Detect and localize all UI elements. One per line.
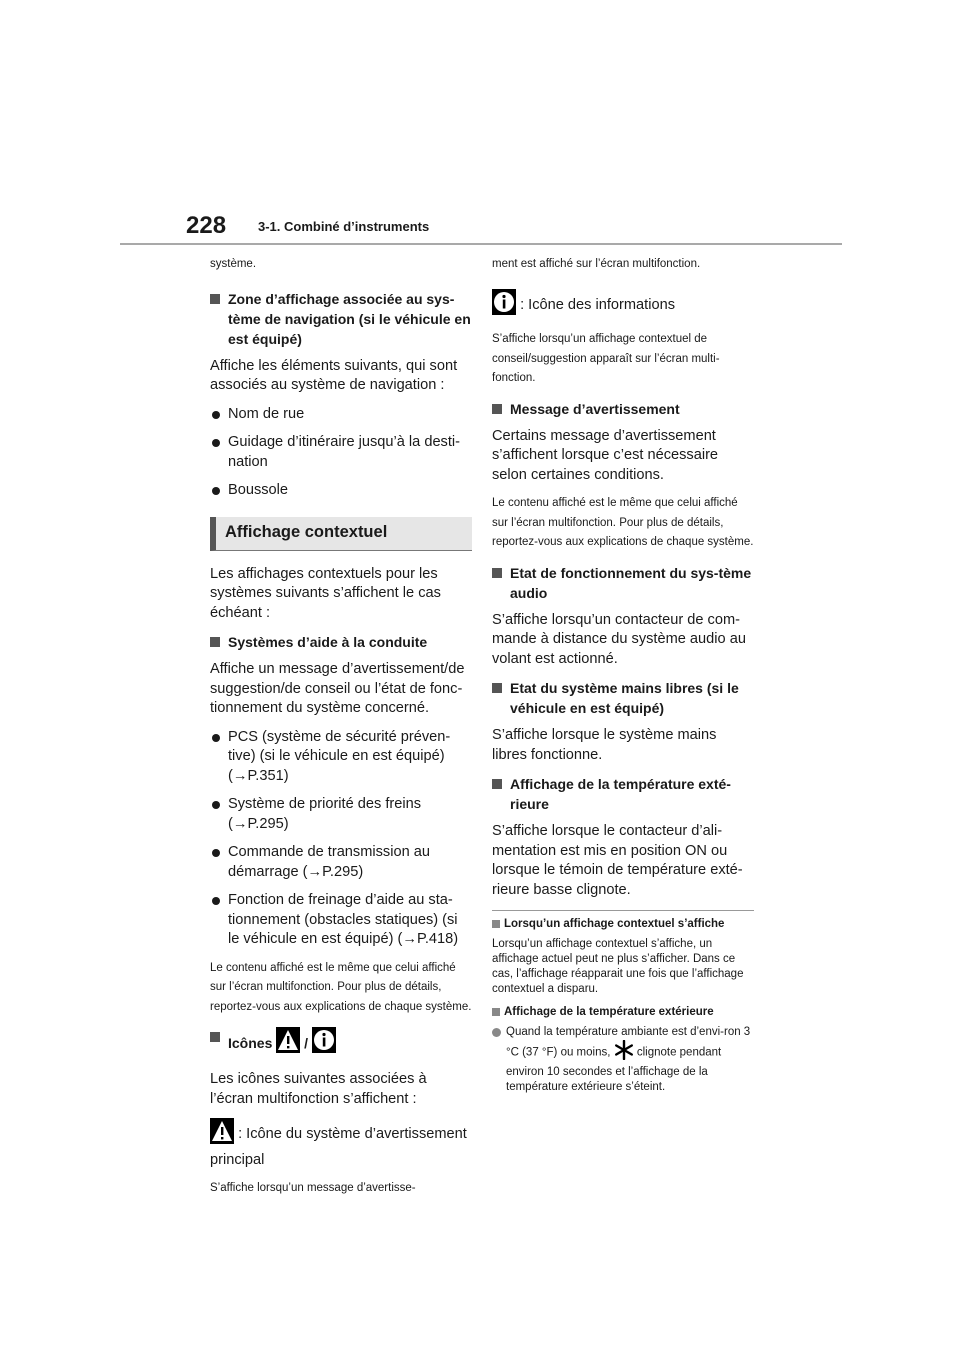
heading-navigation-zone: Zone d’affichage associée au sys-tème de navigation (si le véhicule en est équipé): [210, 289, 472, 349]
note-divider: [492, 910, 754, 911]
list-item: PCS (système de sécurité préven-tive) (si le véhicule en est équipé) (→P.351): [210, 728, 472, 787]
warning-triangle-icon: [276, 1027, 300, 1062]
icons-intro: Les icônes suivantes associées à l’écran multifonction s’affichent :: [210, 1071, 427, 1107]
outside-temp-text: S’affiche lorsque le contacteur d’ali-mentation est mis en position ON ou lorsque le témoin de température exté-rieure basse clignote.: [492, 823, 743, 898]
warning-triangle-icon: [210, 1118, 234, 1151]
heading-icons: [210, 1027, 472, 1062]
note-text: Le contenu affiché est le même que celui affiché sur l’écran multifonction. Pour plus de détails, reportez-vous aux explications de chaque système.: [492, 497, 754, 548]
list-item: Système de priorité des freins (→P.295): [210, 795, 472, 834]
list-item: Nom de rue: [210, 405, 472, 425]
info-icon-description: [492, 289, 754, 322]
warning-icon-description: [210, 1118, 472, 1170]
section-title: 3-1. Combiné d’instruments: [258, 219, 430, 234]
warning-message-text: Certains message d’avertissement s’affichent lorsque c’est nécessaire selon certaines conditions.: [492, 427, 719, 483]
continued-text: système.: [210, 258, 257, 270]
warning-icon-label: : Icône du système d’avertissement principal: [210, 1126, 467, 1168]
note-temperature-item: [492, 1025, 754, 1095]
heading-icons-label: Icônes: [228, 1035, 273, 1052]
heading-handsfree-state: Etat du système mains libres (si le véhicule en est équipé): [492, 678, 754, 718]
heading-outside-temp: Affichage de la température exté-rieure: [492, 774, 754, 814]
list-item: Commande de transmission au démarrage (→P.295): [210, 843, 472, 882]
icon-separator: /: [304, 1035, 309, 1052]
heading-audio-state: Etat de fonctionnement du sys-tème audio: [492, 563, 754, 603]
list-item: Guidage d’itinéraire jusqu’à la desti-nation: [210, 433, 472, 472]
nav-intro: Affiche les éléments suivants, qui sont associés au système de navigation :: [210, 357, 458, 393]
note-text: Le contenu affiché est le même que celui affiché sur l’écran multifonction. Pour plus de détails, reportez-vous aux explications de chaque système.: [210, 961, 472, 1013]
info-icon-note: S’affiche lorsqu’un affichage contextuel de conseil/suggestion apparaît sur l’écran multi-fonction.: [492, 333, 720, 384]
snowflake-icon: [614, 1040, 634, 1065]
warning-icon-note: S’affiche lorsqu’un message d’avertisse-: [210, 1182, 416, 1194]
info-icon-label: : Icône des informations: [520, 296, 675, 313]
page-number: 228: [186, 212, 227, 239]
note-contextual-text: Lorsqu’un affichage contextuel s’affiche, un affichage actuel peut ne plus s’afficher. Dans ce cas, l’affichage réapparait une fois que l’affichage contextuel a disparu.: [492, 938, 744, 995]
contextual-intro: Les affichages contextuels pour les systèmes suivants s’affichent le cas échéant :: [210, 565, 441, 621]
audio-state-text: S’affiche lorsqu’un contacteur de com-mande à distance du système audio au volant est actionné.: [492, 611, 746, 667]
left-column: [210, 255, 472, 1209]
heading-driving-assist: Systèmes d’aide à la conduite: [210, 632, 472, 652]
box-title: Affichage contextuel: [210, 517, 472, 551]
header-divider: [120, 243, 842, 245]
heading-warning-message: Message d’avertissement: [492, 399, 754, 419]
info-icon: [312, 1027, 336, 1062]
note-heading-contextual: Lorsqu’un affichage contextuel s’affiche: [492, 917, 754, 931]
right-column: [492, 255, 754, 1095]
note-temperature-text-a: Quand la température ambiante est d’envi-ron 3 °C (37 °F) ou moins,: [506, 1026, 751, 1059]
handsfree-state-text: S’affiche lorsque le système mains libres fonctionne.: [492, 727, 717, 763]
continued-text: ment est affiché sur l’écran multifonction.: [492, 258, 701, 270]
note-heading-temperature: Affichage de la température extérieure: [492, 1005, 754, 1019]
list-item: Fonction de freinage d’aide au sta-tionnement (obstacles statiques) (si le véhicule en est équipé) (→P.418): [210, 891, 472, 950]
list-item: Boussole: [210, 481, 472, 501]
info-icon: [492, 289, 516, 322]
driving-assist-text: Affiche un message d’avertissement/de suggestion/de conseil ou l’état de fonc-tionnement du système concerné.: [210, 661, 465, 716]
note-temperature-text-b: clignote pendant environ 10 secondes et l’affichage de la température extérieure s’éteint.: [506, 1046, 722, 1093]
